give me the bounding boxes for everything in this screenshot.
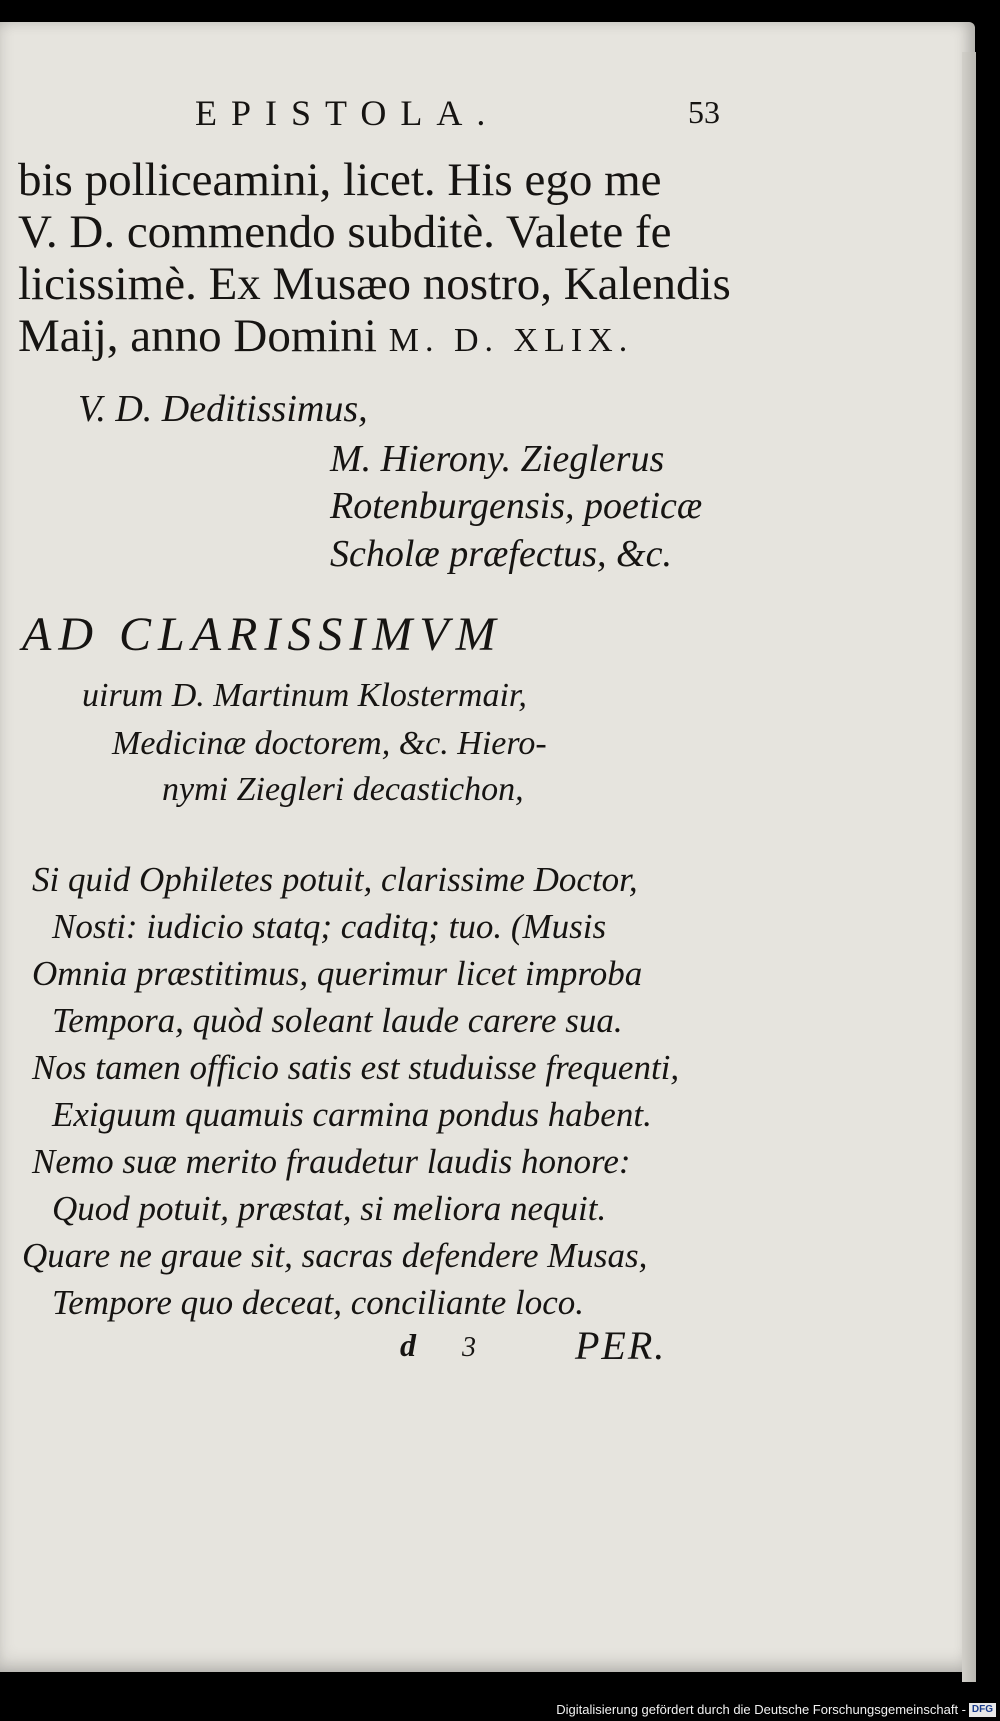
verse-line: Omnia præstitimus, querimur licet improba <box>32 954 643 993</box>
signature-line: Rotenburgensis, poeticæ <box>330 485 703 527</box>
catchword: PER. <box>575 1323 667 1368</box>
prose-line <box>18 310 738 367</box>
date-smallcaps: M. D. XLIX. <box>388 322 634 359</box>
signature-number: 3 <box>462 1332 476 1363</box>
verse-line: Exiguum quamuis carmina pondus habent. <box>52 1095 652 1134</box>
signature-line: M. Hierony. Zieglerus <box>330 438 665 480</box>
verse-line: Si quid Ophiletes potuit, clarissime Doctor, <box>32 860 638 899</box>
prose-line: licissimè. Ex Musæo nostro, Kalendis <box>18 258 731 310</box>
poem-title-line: uirum D. Martinum Klostermair, <box>82 677 527 714</box>
page-text <box>0 22 975 1672</box>
dfg-logo: DFG <box>969 1703 996 1717</box>
prose-line: bis polliceamini, licet. His ego me <box>18 154 662 206</box>
poem-title-line: nymi Ziegleri decastichon, <box>162 771 524 808</box>
verse-line: Nosti: iudicio statq; caditq; tuo. (Musis <box>52 907 607 946</box>
verse-line: Quare ne graue sit, sacras defendere Musas, <box>22 1236 648 1275</box>
prose-line-text: Maij, anno Domini <box>18 310 377 362</box>
verse-line: Nos tamen officio satis est studuisse frequenti, <box>32 1048 680 1087</box>
verse-line: Tempore quo deceat, conciliante loco. <box>52 1283 585 1322</box>
poem-title-line: Medicinæ doctorem, &c. Hiero- <box>112 725 547 762</box>
poem-title-main: AD CLARISSIMVM <box>22 608 503 661</box>
verse-line: Quod potuit, præstat, si meliora nequit. <box>52 1189 607 1228</box>
digitization-credit: Digitalisierung gefördert durch die Deutsche Forschungsgemeinschaft - <box>556 1702 966 1717</box>
letter-closing <box>18 154 738 367</box>
prose-line: V. D. commendo subditè. Valete fe <box>18 206 672 258</box>
verse-line: Nemo suæ merito fraudetur laudis honore: <box>32 1142 631 1181</box>
running-head: EPISTOLA. <box>195 93 500 133</box>
verse-line: Tempora, quòd soleant laude carere sua. <box>52 1001 623 1040</box>
page-number: 53 <box>688 94 720 130</box>
signature-mark: d <box>400 1327 416 1363</box>
book-page <box>0 22 975 1672</box>
signature-line: V. D. Deditissimus, <box>78 388 368 430</box>
signature-line: Scholæ præfectus, &c. <box>330 533 672 575</box>
